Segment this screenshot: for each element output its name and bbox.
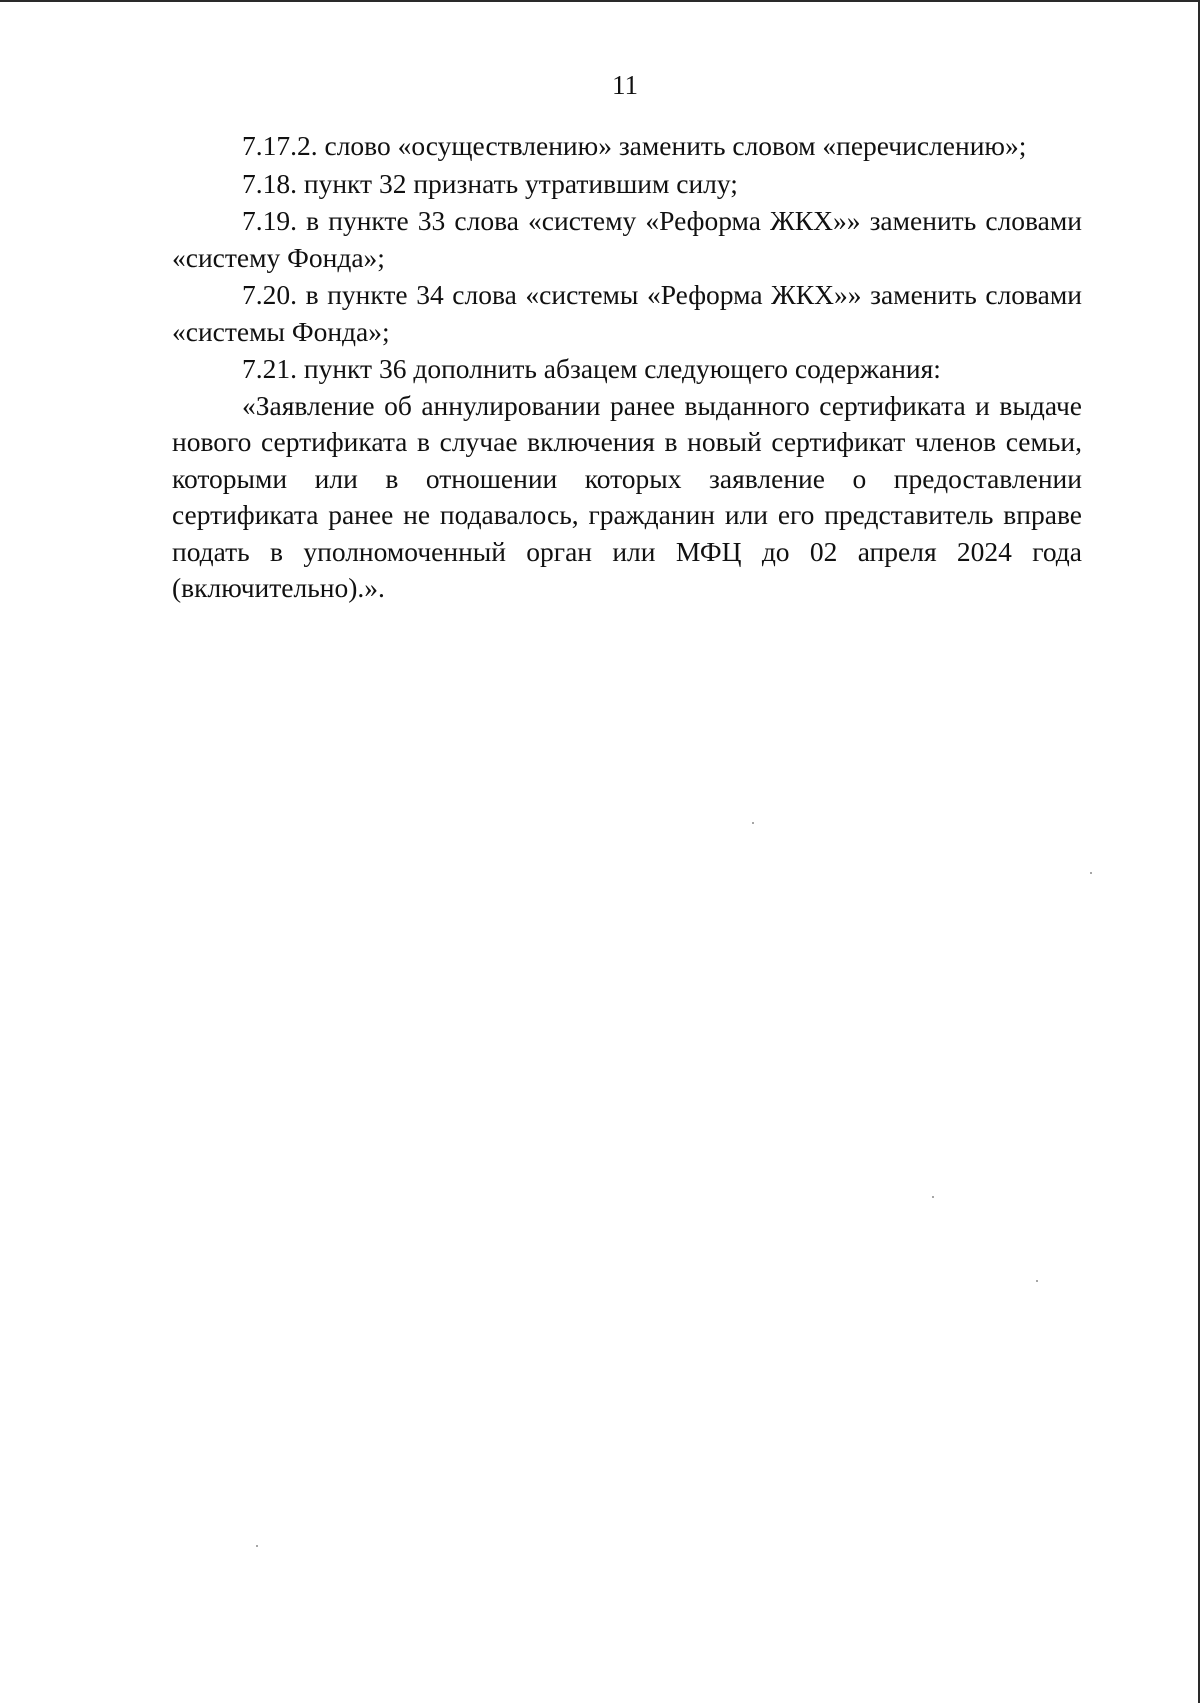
scan-speck xyxy=(1090,872,1092,874)
document-body xyxy=(172,128,1082,607)
scan-edge-top xyxy=(0,0,1200,2)
paragraph-7-21: 7.21. пункт 36 дополнить абзацем следующего содержания: xyxy=(242,353,941,384)
paragraph-7-18: 7.18. пункт 32 признать утратившим силу; xyxy=(242,167,738,199)
paragraph-7-19: 7.19. в пункте 33 слова «систему «Реформа ЖКХ»» заменить словами «систему Фонда»; xyxy=(172,205,1082,273)
scan-speck xyxy=(752,822,754,824)
scan-speck xyxy=(932,1196,934,1198)
scan-speck xyxy=(256,1545,258,1547)
paragraph-7-17-2: 7.17.2. слово «осуществлению» заменить словом «перечислению»; xyxy=(242,130,1027,161)
scan-speck xyxy=(1036,1280,1038,1282)
paragraph-7-20: 7.20. в пункте 34 слова «системы «Реформа ЖКХ»» заменить словами «системы Фонда»; xyxy=(172,279,1082,347)
quoted-amendment-paragraph: «Заявление об аннулировании ранее выданного сертификата и выдаче нового сертификата в случае включения в новый сертификат членов семьи, которыми или в отношении которых заявление о предоставлении сертификата ранее не подавалось, гражданин или его представитель вправе подать в уполномоченный орган или МФЦ до 02 апреля 2024 года (включительно).». xyxy=(172,389,1082,603)
page-number: 11 xyxy=(612,70,638,100)
